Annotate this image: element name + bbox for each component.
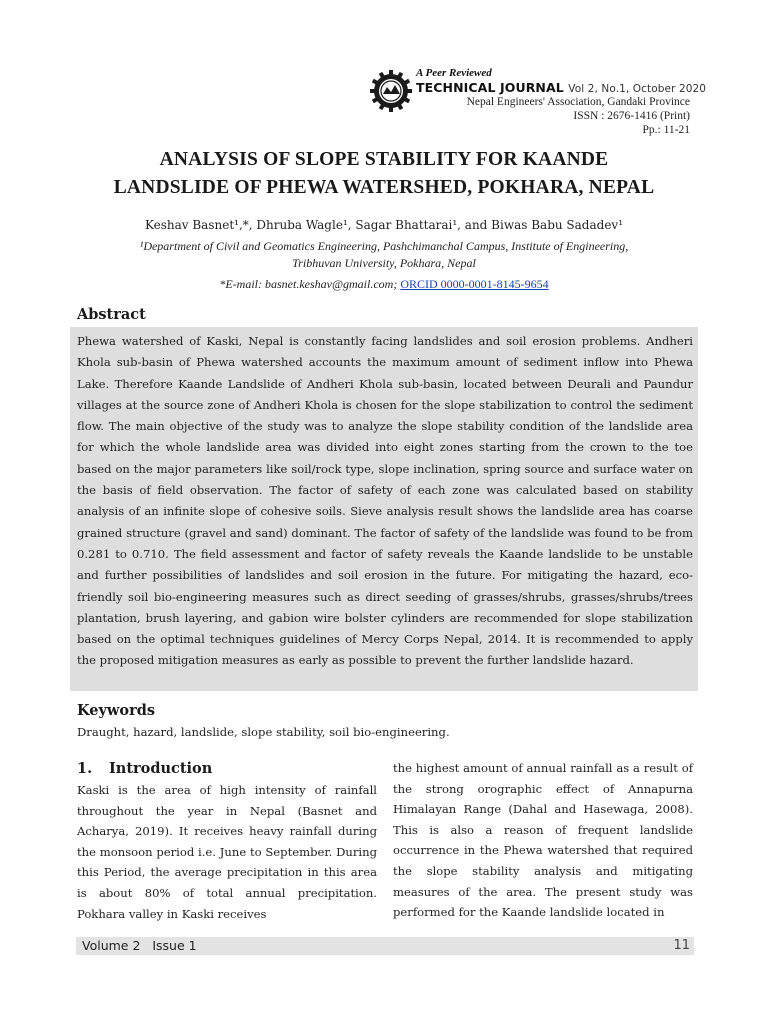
contact-line [60, 277, 708, 292]
keywords-text: Draught, hazard, landslide, slope stability, soil bio-engineering. [77, 725, 450, 739]
intro-left-column: Kaski is the area of high intensity of rainfall throughout the year in Nepal (Basnet and Acharya, 2019). It receives heavy rainfall during the monsoon period i.e. June to September. During this Period, the average precipitation in this area is about 80% of total annual precipitation. Pokhara valley in Kaski receives [77, 783, 377, 921]
affiliation [60, 238, 708, 272]
intro-right-column: the highest amount of annual rainfall as a result of the strong orographic effect of Annapurna Himalayan Range (Dahal and Hasewaga, 2008). This is also a reason of frequent landslide occurrence in the Phewa watershed that required the slope stability analysis and mitigating measures of the area. The present study was performed for the Kaande landslide located in [393, 761, 693, 920]
affiliation-line-2: Tribhuvan University, Pokhara, Nepal [292, 256, 476, 270]
footer-issue-label: Issue 1 [152, 938, 197, 953]
section-number: 1. [77, 760, 93, 777]
peer-reviewed-label: A Peer Reviewed [416, 67, 492, 79]
title-line-2: LANDSLIDE OF PHEWA WATERSHED, POKHARA, NEPAL [113, 177, 655, 198]
email-label: *E-mail: basnet.keshav@gmail.com; [219, 277, 398, 291]
journal-logo-icon [370, 70, 412, 112]
journal-name [416, 80, 706, 95]
affiliation-line-1: ¹Department of Civil and Geomatics Engineering, Pashchimanchal Campus, Institute of Engineering, [139, 239, 629, 253]
title-line-1: ANALYSIS OF SLOPE STABILITY FOR KAANDE [159, 149, 609, 170]
section-title: Introduction [109, 760, 213, 777]
page-number: 11 [673, 938, 690, 953]
footer-volume-label: Volume 2 [82, 938, 141, 953]
introduction-heading [77, 760, 212, 777]
issn: ISSN : 2676-1416 (Print) [573, 110, 690, 122]
author-list: Keshav Basnet¹,*, Dhruba Wagle¹, Sagar Bhattarai¹, and Biwas Babu Sadadev¹ [144, 218, 624, 232]
keywords-heading: Keywords [77, 702, 156, 719]
volume-info: Vol 2, No.1, October 2020 [568, 83, 707, 95]
page-range: Pp.: 11-21 [642, 124, 690, 136]
paper-title [60, 146, 708, 202]
orcid-link[interactable]: ORCID 0000-0001-8145-9654 [400, 277, 549, 291]
journal-title: TECHNICAL JOURNAL [416, 80, 564, 95]
publisher: Nepal Engineers' Association, Gandaki Province [466, 96, 690, 108]
footer-issue [82, 938, 197, 953]
abstract-heading: Abstract [77, 306, 146, 323]
abstract-text: Phewa watershed of Kaski, Nepal is constantly facing landslides and soil erosion problems. Andheri Khola sub-basin of Phewa watershed accounts the maximum amount of sediment inflow into Phewa Lake. Therefore Kaande Landslide of Andheri Khola sub-basin, located between Deurali and Paundur villages at the source zone of Andheri Khola is chosen for the slope stabilization to control the sediment flow. The main objective of the study was to analyze the slope stability condition of the landslide area for which the whole landslide area was divided into eight zones starting from the crown to the toe based on the major parameters like soil/rock type, slope inclination, spring source and surface water on the basis of field observation. The factor of safety of each zone was calculated based on stability analysis of an infinite slope of cohesive soils. Sieve analysis result shows the landslide area has coarse grained structure (gravel and sand) dominant. The factor of safety of the landslide was found to be from 0.281 to 0.710. The field assessment and factor of safety reveals the Kaande landslide to be unstable and further possibilities of landslides and soil erosion in the future. For mitigating the hazard, eco-friendly soil bio-engineering measures such as direct seeding of grasses/shrubs, grasses/shrubs/trees plantation, brush layering, and gabion wire bolster cylinders are recommended for slope stabilization based on the optimal techniques guidelines of Mercy Corps Nepal, 2014. It is recommended to apply the proposed mitigation measures as early as possible to prevent the further landslide hazard. [77, 334, 693, 668]
